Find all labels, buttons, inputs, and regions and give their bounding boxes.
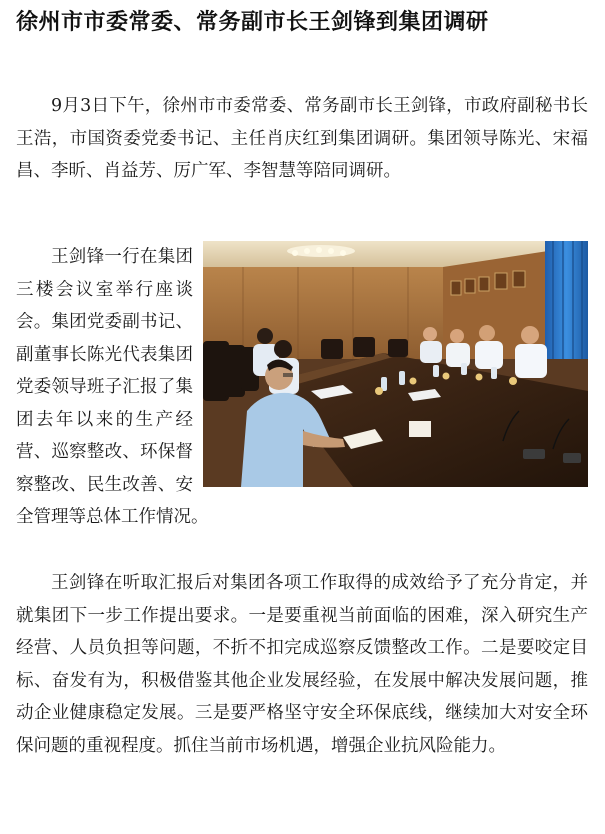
meeting-room-image: [203, 241, 588, 487]
paragraph-requirements: 王剑锋在听取汇报后对集团各项工作取得的成效给予了充分肯定，并就集团下一步工作提出要求。一是要重视当前面临的困难，深入研究生产经营、人员负担等问题，不折不扣完成巡察反馈整改工作。二是要咬定目标、奋发有为，积极借鉴其他企业发展经验，在发展中解决发展问题，推动企业健康稳定发展。三是要严格坚守安全环保底线，继续加大对安全环保问题的重视程度。抓住当前市场机遇，增强企业抗风险能力。: [16, 573, 588, 756]
photo-text-block: [16, 241, 588, 534]
paragraph-intro: 9月3日下午，徐州市市委常委、常务副市长王剑锋，市政府副秘书长王浩，市国资委党委书记、主任肖庆红到集团调研。集团领导陈光、宋福昌、李昕、肖益芳、厉广军、李智慧等陪同调研。: [16, 96, 588, 181]
meeting-photo: [203, 241, 588, 487]
article-title: 徐州市市委常委、常务副市长王剑锋到集团调研: [16, 10, 489, 35]
paragraph-meeting: 王剑锋一行在集团三楼会议室举行座谈会。集团党委副书记、副董事长陈光代表集团党委领导班子汇报了集团去年以来的生产经营、巡察整改、环保督察整改、民生改善、安全管理等总体工作情况。: [16, 247, 209, 527]
